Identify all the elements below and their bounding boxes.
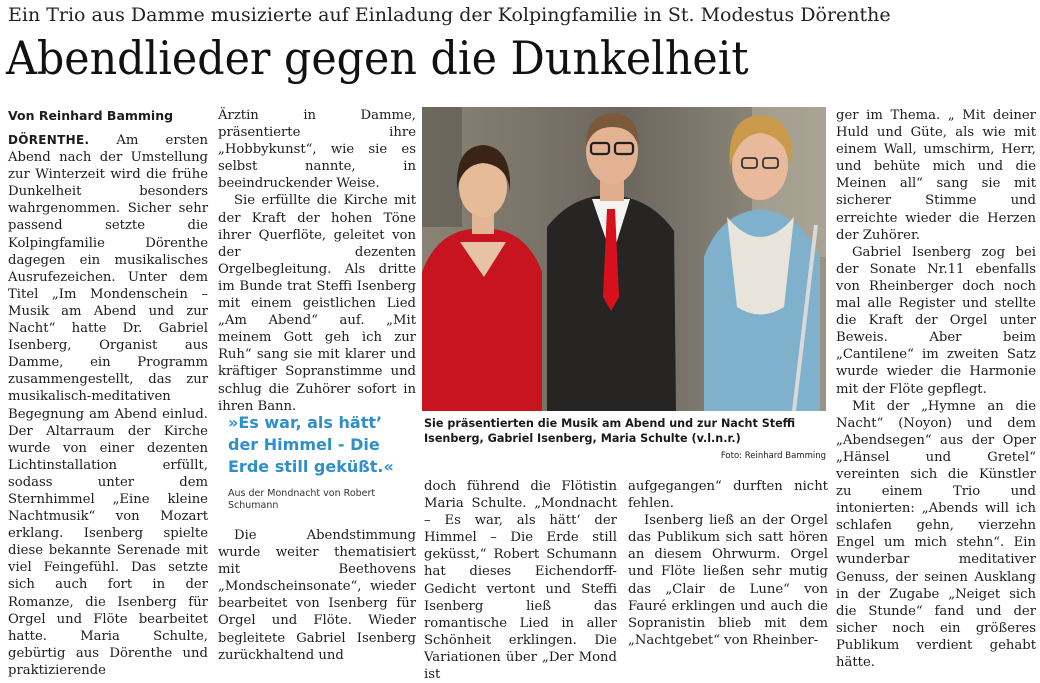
dateline: DÖRENTHE. [8,133,90,147]
article-paragraph: Sie erfüllte die Kirche mit der Kraft der hohen Töne ihrer Querflöte, geleitet von der dezenten Orgelbegleitung. Als dritte im Bunde trat Steffi Isenberg mit einem geistlichen Lied „Am Abend“ auf. „Mit meinem Gott geh ich zur Ruh“ sang sie mit klarer und kräftiger Sopranstimme und schlug die Zuhörer sofort in ihren Bann. [218,193,416,414]
photo-three-musicians [422,107,826,411]
article-paragraph: Mit der „Hymne an die Nacht“ (Noyon) und dem „Abendsegen“ aus der Oper „Hänsel und Gretel“ vereinten sich die Künstler zu einem Trio und intonierten: „Abends will ich schlafen gehn, vierzehn Engel um mich stehn“. Ein wunderbar meditativer Genuss, der seinen Ausklang in der Zugabe „Neiget sich die Stunde“ fand und der sicher noch ein größeres Publikum verdient gehabt hätte. [836,398,1036,670]
article-column-5 [836,107,1036,670]
photo-credit: Foto: Reinhard Bamming [720,451,826,461]
article-paragraph: Isenberg ließ an der Orgel das Publikum sich satt hören an diesem Ohrwurm. Orgel und Flöte ließen sehr mutig das „Clair de Lune“ von Fauré erklingen und auch die Sopranistin blieb mit dem „Nachtgebet“ von Rheinber- [628,513,828,648]
article-paragraph: Gabriel Isenberg zog bei der Sonate Nr.11 ebenfalls von Rheinberger doch noch mal alle Register und stellte die Kraft der Orgel unter Beweis. Aber beim „Cantilene“ im zweiten Satz wurde wieder die Harmonie mit der Flöte gepflegt. [836,244,1036,397]
photo-caption [424,416,826,464]
article-paragraph: ger im Thema. „ Mit deiner Huld und Güte, als wie mit einem Wall, umschirm, Herr, und behüte mich und die Meinen all“ sang sie mit sicherer Stimme und erreichte wieder die Herzen der Zuhörer. [836,108,1036,243]
article-paragraph: doch führend die Flötistin Maria Schulte. „Mondnacht – Es war, als hätt‘ der Himmel – Die Erde still geküsst,“ Robert Schumann hat dieses Eichendorff-Gedicht vertont und Steffi Isenberg ließ das romantische Lied in aller Schönheit erklingen. Die Variationen über „Der Mond ist [424,479,617,683]
article-paragraph: Die Abendstimmung wurde weiter thematisiert mit Beethovens „Mondscheinsonate“, wieder bearbeitet von Isenberg für Orgel und Flöte. Wieder begleitete Gabriel Isenberg zurückhaltend und [218,528,416,663]
byline: Von Reinhard Bamming [8,108,174,123]
pull-quote-source: Aus der Mondnacht von Robert Schumann [228,488,376,511]
article-photo [422,107,826,411]
caption-text: Sie präsentierten die Musik am Abend und zur Nacht Steffi Isenberg, Gabriel Isenberg, Maria Schulte (v.l.n.r.) [424,417,796,445]
article-column-2-continued [218,527,416,663]
article-column-3 [424,478,617,683]
article-paragraph [8,132,208,679]
article-column-2 [218,107,416,414]
article-paragraph: Ärztin in Damme, präsentierte ihre „Hobbykunst“, wie sie es selbst nannte, in beeindruckender Weise. [218,108,416,192]
paragraph-text: Am ersten Abend nach der Umstellung zur Winterzeit wird die frühe Dunkelheit besonders wahrgenommen. Sicher sehr passend setzte die Kolpingfamilie Dörenthe dagegen ein musikalisches Ausrufezeichen. Unter dem Titel „Im Mondenschein – Musik am Abend und zur Nacht“ hatte Dr. Gabriel Isenberg, Organist aus Damme, ein Programm zusammengestellt, das zur musikalisch-meditativen Begegnung am Abend einlud. Der Altarraum der Kirche wurde von einer dezenten Lichtinstallation erfüllt, sodass unter dem Sternhimmel „Eine kleine Nachtmusik“ von Mozart erklang. Isenberg spielte diese bekannte Serenade mit viel Feingefühl. Das setzte sich auch fort in der Romanze, die Isenberg für Orgel und Flöte bearbeitet hatte. Maria Schulte, gebürtig aus Dörenthe und praktizierende [8,133,208,678]
article-column-4 [628,478,828,651]
article-paragraph: aufgegangen“ durften nicht fehlen. [628,479,828,512]
kicker: Ein Trio aus Damme musizierte auf Einladung der Kolpingfamilie in St. Modestus Dörenthe [8,4,891,26]
pull-quote: »Es war, als hätt’ der Himmel - Die Erde still geküßt.« [228,413,394,476]
article-column-1 [8,107,208,678]
pull-quote-box [228,412,414,512]
headline: Abendlieder gegen die Dunkelheit [6,31,749,85]
